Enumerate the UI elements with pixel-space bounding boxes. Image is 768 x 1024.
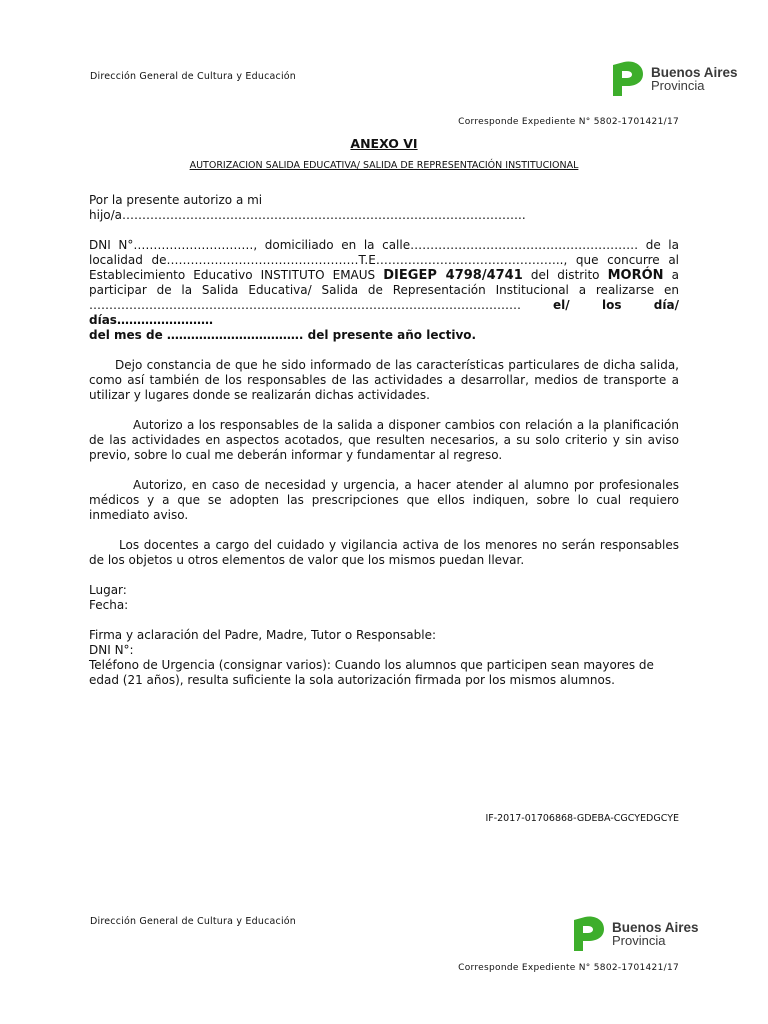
header-org: Dirección General de Cultura y Educación (90, 71, 297, 82)
footer-logo (571, 916, 699, 952)
buenos-aires-provincia-logo-icon (610, 61, 644, 97)
header-logo (610, 61, 738, 97)
header-expediente: Corresponde Expediente N° 5802-1701421/17 (458, 117, 679, 127)
paragraph-autorizo-cambios: Autorizo a los responsables de la salida a disponer cambios con relación a la planificación de las actividades en aspectos acotados, que resulten necesarios, a su solo criterio y sin aviso previo, sobre lo cual me deberán informar y fundamentar al regreso. (89, 418, 679, 462)
paragraph-dni-line-1: DNI N°…………………………, domiciliado en la calle………………………………………………… de la (89, 238, 679, 252)
fecha-label: Fecha: (89, 598, 129, 612)
firma-label: Firma y aclaración del Padre, Madre, Tutor o Responsable: (89, 628, 437, 642)
dni-label: DNI N°: (89, 643, 134, 657)
footer-expediente: Corresponde Expediente N° 5802-1701421/17 (458, 963, 679, 973)
paragraph-dni-line-4: participar de la Salida Educativa/ Salida de Representación Institucional a realizarse en (89, 283, 679, 297)
document-title: ANEXO VI (350, 136, 418, 151)
document-id: IF-2017-01706868-GDEBA-CGCYEDGCYE (485, 813, 679, 824)
logo-line-2: Provincia (651, 78, 705, 94)
paragraph-hijo: Por la presente autorizo a mi hijo/a……………………………………………………………………………………….. (89, 193, 526, 222)
logo-line-1: Buenos Aires (651, 64, 738, 80)
telefono-label: Teléfono de Urgencia (consignar varios): Cuando los alumnos que participen sean mayores de edad (21 años), resulta suficiente la sola autorización firmada por los mismos alumnos. (89, 658, 654, 687)
paragraph-dni-line-6: del mes de ……………………………. del presente año lectivo. (89, 328, 477, 342)
paragraph-dni-line-3 (89, 268, 679, 283)
buenos-aires-provincia-logo-icon (571, 916, 605, 952)
paragraph-constancia: Dejo constancia de que he sido informado de las características particulares de dicha salida, como así también de los responsables de las actividades a desarrollar, medios de transporte a utilizar y lugares donde se realizarán dichas actividades. (89, 358, 679, 402)
dias-text: el/ los día/ días…………………… (89, 298, 679, 327)
document-body (89, 193, 679, 688)
distrito-text: del distrito (522, 268, 608, 282)
lugar-label: Lugar: (89, 583, 127, 597)
footer-logo-line-2: Provincia (612, 933, 666, 949)
paragraph-docentes: Los docentes a cargo del cuidado y vigilancia activa de los menores no serán responsables de los objetos u otros elementos de valor que los mismos puedan llevar. (89, 538, 679, 567)
establecimiento-text: Establecimiento Educativo INSTITUTO EMAUS (89, 268, 384, 282)
footer-logo-line-1: Buenos Aires (612, 919, 699, 935)
dots-text: ……………………………………………………………………………………………… (89, 298, 553, 312)
paragraph-dni-line-2: localidad de…………………………………………T.E……………………………………….., que concurre al (89, 253, 679, 267)
paragraph-dni-line-5 (89, 298, 679, 328)
footer-org: Dirección General de Cultura y Educación (90, 916, 297, 927)
a-text: a (663, 268, 680, 282)
distrito-name: MORÓN (607, 268, 664, 283)
diegep-number: DIEGEP 4798/4741 (383, 268, 523, 283)
document-subtitle: AUTORIZACION SALIDA EDUCATIVA/ SALIDA DE REPRESENTACIÓN INSTITUCIONAL (189, 160, 579, 171)
paragraph-autorizo-medicos: Autorizo, en caso de necesidad y urgencia, a hacer atender al alumno por profesionales médicos y a que se adopten las prescripciones que ellos indiquen, sobre lo cual requiero inmediato aviso. (89, 478, 679, 522)
